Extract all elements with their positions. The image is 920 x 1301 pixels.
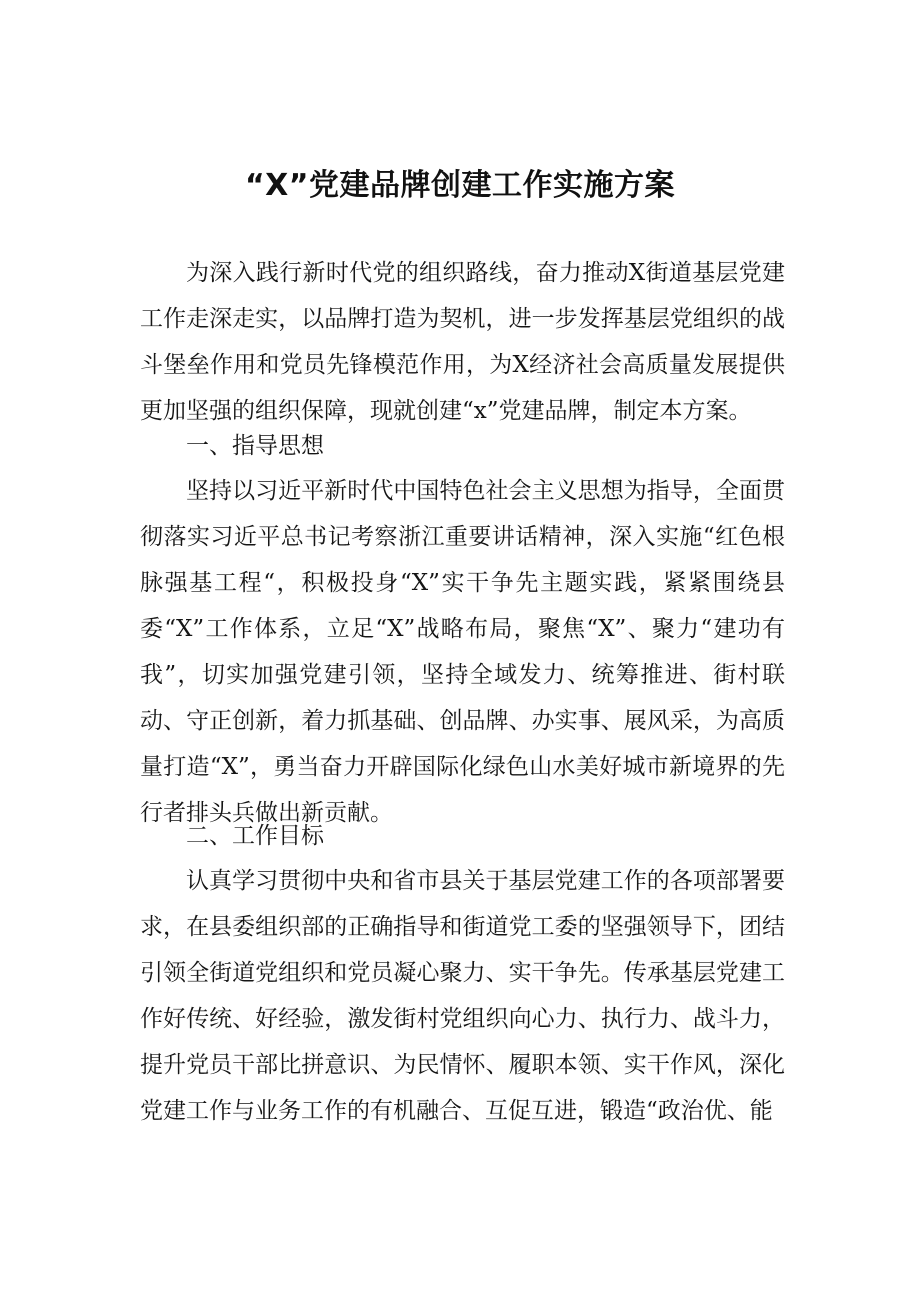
page-title: “X”党建品牌创建工作实施方案 [244, 168, 676, 203]
section-heading-work-goals: 二、工作目标 [186, 823, 324, 849]
section-heading-guiding-ideology: 一、指导思想 [186, 433, 324, 459]
section-body-work-goals: 认真学习贯彻中央和省市县关于基层党建工作的各项部署要求，在县委组织部的正确指导和街道党工委的坚强领导下，团结引领全街道党组织和党员凝心聚力、实干争先。传承基层党建工作好传统、好经验，激发街村党组织向心力、执行力、战斗力，提升党员干部比拼意识、为民情怀、履职本领、实干作风，深化党建工作与业务工作的有机融合、互促互进，锻造“政治优、能 [140, 868, 785, 1124]
section-body-guiding-ideology: 坚持以习近平新时代中国特色社会主义思想为指导，全面贯彻落实习近平总书记考察浙江重要讲话精神，深入实施“红色根脉强基工程“，积极投身“X”实干争先主题实践，紧紧围绕县委“X”工作体系，立足“X”战略布局，聚焦“X”、聚力“建功有我”，切实加强党建引领，坚持全域发力、统筹推进、街村联动、守正创新，着力抓基础、创品牌、办实事、展风采，为高质量打造“X”，勇当奋力开辟国际化绿色山水美好城市新境界的先行者排头兵做出新贡献。 [140, 478, 785, 826]
intro-paragraph: 为深入践行新时代党的组织路线，奋力推动X街道基层党建工作走深走实，以品牌打造为契机，进一步发挥基层党组织的战斗堡垒作用和党员先锋模范作用，为X经济社会高质量发展提供更加坚强的组织保障，现就创建“x”党建品牌，制定本方案。 [140, 260, 785, 424]
